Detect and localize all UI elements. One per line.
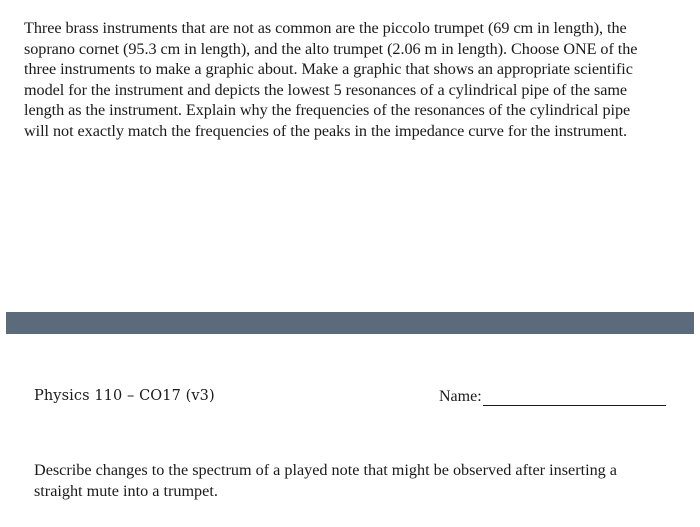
course-title: Physics 110 – CO17 (v3) xyxy=(34,388,215,404)
question-line: length as the instrument. Explain why the frequencies of the resonances of the cylindrical pipe xyxy=(24,101,631,120)
question-text-brass-instruments xyxy=(24,18,678,142)
name-label: Name: xyxy=(439,388,482,405)
name-blank-line xyxy=(483,389,666,406)
question-line: will not exactly match the frequencies of the peaks in the impedance curve for the instrument. xyxy=(24,121,628,140)
worksheet-header xyxy=(34,388,674,412)
question-line: soprano cornet (95.3 cm in length), and the alto trumpet (2.06 m in length). Choose ONE of the xyxy=(24,39,638,58)
question-line: Three brass instruments that are not as common are the piccolo trumpet (69 cm in length), the xyxy=(24,19,627,37)
question-text-straight-mute xyxy=(34,460,684,502)
question-line: Describe changes to the spectrum of a played note that might be observed after inserting a xyxy=(34,461,617,479)
question-line: three instruments to make a graphic about. Make a graphic that shows an appropriate scientific xyxy=(24,60,633,79)
question-line: model for the instrument and depicts the lowest 5 resonances of a cylindrical pipe of the same xyxy=(24,80,628,99)
section-divider-band xyxy=(6,312,694,334)
question-line: straight mute into a trumpet. xyxy=(34,482,218,500)
name-field xyxy=(439,388,666,406)
